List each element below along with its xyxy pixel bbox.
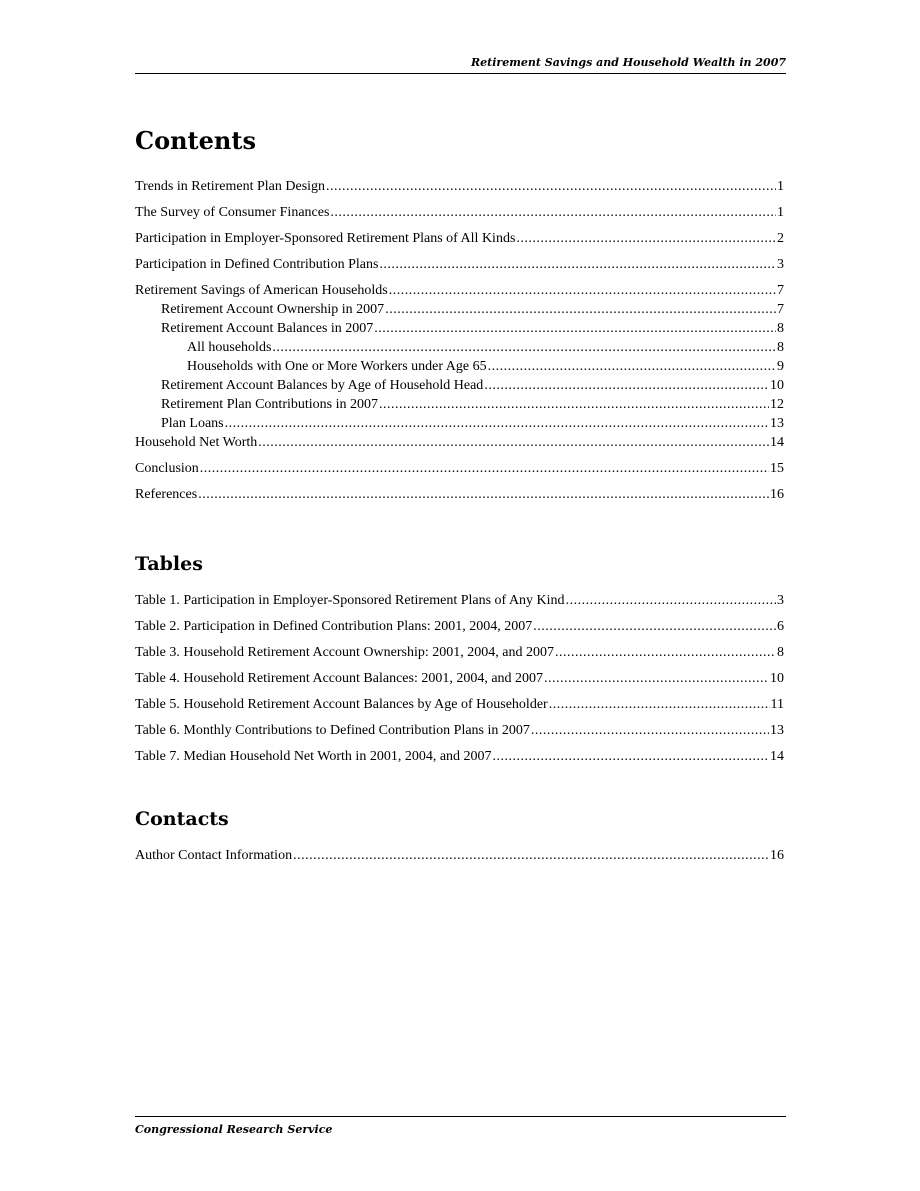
running-header <box>135 55 786 74</box>
table-entry-page: 14 <box>770 749 784 764</box>
contents-list <box>135 178 784 512</box>
table-entry[interactable] <box>135 696 784 722</box>
toc-entry[interactable] <box>135 204 784 230</box>
toc-entry-page: 9 <box>777 359 784 374</box>
contact-entry[interactable] <box>135 847 784 873</box>
report-title: Retirement Savings and Household Wealth in 2007 <box>471 56 786 69</box>
tables-list <box>135 592 784 774</box>
dot-leader <box>385 301 776 319</box>
table-entry-title: Table 2. Participation in Defined Contribution Plans: 2001, 2004, 2007 <box>135 619 533 634</box>
toc-entry-title: Participation in Employer-Sponsored Retirement Plans of All Kinds <box>135 231 516 246</box>
contact-entry-page: 16 <box>770 848 784 863</box>
table-entry-page: 3 <box>777 593 784 608</box>
table-entry-page: 6 <box>777 619 784 634</box>
toc-entry-title: Retirement Account Ownership in 2007 <box>161 302 385 317</box>
dot-leader <box>272 339 776 357</box>
toc-entry-page: 8 <box>777 340 784 355</box>
dot-leader <box>225 415 769 433</box>
dot-leader <box>566 592 776 610</box>
toc-entry-page: 7 <box>777 302 784 317</box>
dot-leader <box>544 670 769 688</box>
toc-entry-page: 1 <box>777 179 784 194</box>
table-entry-title: Table 3. Household Retirement Account Ownership: 2001, 2004, and 2007 <box>135 645 554 660</box>
toc-entry-title: Retirement Savings of American Households <box>135 283 388 298</box>
toc-entry-title: Trends in Retirement Plan Design <box>135 179 326 194</box>
toc-entry[interactable] <box>135 486 784 512</box>
toc-entry-page: 1 <box>777 205 784 220</box>
table-entry[interactable] <box>135 618 784 644</box>
toc-entry[interactable] <box>135 301 784 320</box>
toc-entry-page: 10 <box>770 378 784 393</box>
dot-leader <box>555 644 776 662</box>
toc-entry-title: Plan Loans <box>161 416 224 431</box>
toc-entry-page: 13 <box>770 416 784 431</box>
contacts-heading: Contacts <box>135 808 229 830</box>
dot-leader <box>326 178 776 196</box>
table-entry-page: 13 <box>770 723 784 738</box>
table-entry-page: 11 <box>770 697 784 712</box>
toc-entry-title: Participation in Defined Contribution Plans <box>135 257 379 272</box>
toc-entry-title: Household Net Worth <box>135 435 258 450</box>
table-entry-title: Table 7. Median Household Net Worth in 2001, 2004, and 2007 <box>135 749 492 764</box>
table-entry-title: Table 5. Household Retirement Account Balances by Age of Householder <box>135 697 548 712</box>
dot-leader <box>379 256 776 274</box>
table-entry[interactable] <box>135 722 784 748</box>
toc-entry[interactable] <box>135 256 784 282</box>
table-entry[interactable] <box>135 592 784 618</box>
dot-leader <box>293 847 769 865</box>
toc-entry-page: 3 <box>777 257 784 272</box>
contents-heading: Contents <box>135 126 256 155</box>
dot-leader <box>330 204 776 222</box>
toc-entry[interactable] <box>135 396 784 415</box>
toc-entry-page: 8 <box>777 321 784 336</box>
toc-entry-page: 14 <box>770 435 784 450</box>
toc-entry-page: 2 <box>777 231 784 246</box>
toc-entry[interactable] <box>135 320 784 339</box>
toc-entry-title: All households <box>187 340 272 355</box>
toc-entry-title: Retirement Account Balances in 2007 <box>161 321 374 336</box>
toc-entry-title: References <box>135 487 198 502</box>
dot-leader <box>389 282 776 300</box>
dot-leader <box>379 396 769 414</box>
dot-leader <box>374 320 776 338</box>
toc-entry[interactable] <box>135 460 784 486</box>
dot-leader <box>493 748 769 766</box>
toc-entry[interactable] <box>135 415 784 434</box>
dot-leader <box>549 696 770 714</box>
toc-entry[interactable] <box>135 358 784 377</box>
toc-entry-title: Households with One or More Workers under Age 65 <box>187 359 487 374</box>
toc-entry-title: Retirement Plan Contributions in 2007 <box>161 397 378 412</box>
toc-entry-page: 12 <box>770 397 784 412</box>
toc-entry[interactable] <box>135 339 784 358</box>
dot-leader <box>258 434 769 452</box>
contact-entry-title: Author Contact Information <box>135 848 293 863</box>
table-entry-page: 8 <box>777 645 784 660</box>
table-entry-title: Table 4. Household Retirement Account Balances: 2001, 2004, and 2007 <box>135 671 544 686</box>
toc-entry[interactable] <box>135 178 784 204</box>
dot-leader <box>200 460 769 478</box>
dot-leader <box>533 618 776 636</box>
toc-entry-page: 7 <box>777 283 784 298</box>
toc-entry-title: Retirement Account Balances by Age of Household Head <box>161 378 484 393</box>
toc-entry[interactable] <box>135 282 784 301</box>
running-footer <box>135 1116 786 1138</box>
dot-leader <box>484 377 769 395</box>
publisher-name: Congressional Research Service <box>135 1123 333 1136</box>
toc-entry-page: 16 <box>770 487 784 502</box>
toc-entry-title: The Survey of Consumer Finances <box>135 205 330 220</box>
table-entry-title: Table 1. Participation in Employer-Sponsored Retirement Plans of Any Kind <box>135 593 565 608</box>
toc-entry-page: 15 <box>770 461 784 476</box>
toc-entry[interactable] <box>135 377 784 396</box>
table-entry-title: Table 6. Monthly Contributions to Defined Contribution Plans in 2007 <box>135 723 530 738</box>
dot-leader <box>198 486 769 504</box>
dot-leader <box>531 722 769 740</box>
table-entry[interactable] <box>135 644 784 670</box>
toc-entry[interactable] <box>135 434 784 460</box>
table-entry[interactable] <box>135 670 784 696</box>
dot-leader <box>516 230 776 248</box>
table-entry[interactable] <box>135 748 784 774</box>
tables-heading: Tables <box>135 553 203 575</box>
toc-entry[interactable] <box>135 230 784 256</box>
contacts-list <box>135 847 784 873</box>
toc-entry-title: Conclusion <box>135 461 199 476</box>
dot-leader <box>488 358 776 376</box>
table-entry-page: 10 <box>770 671 784 686</box>
